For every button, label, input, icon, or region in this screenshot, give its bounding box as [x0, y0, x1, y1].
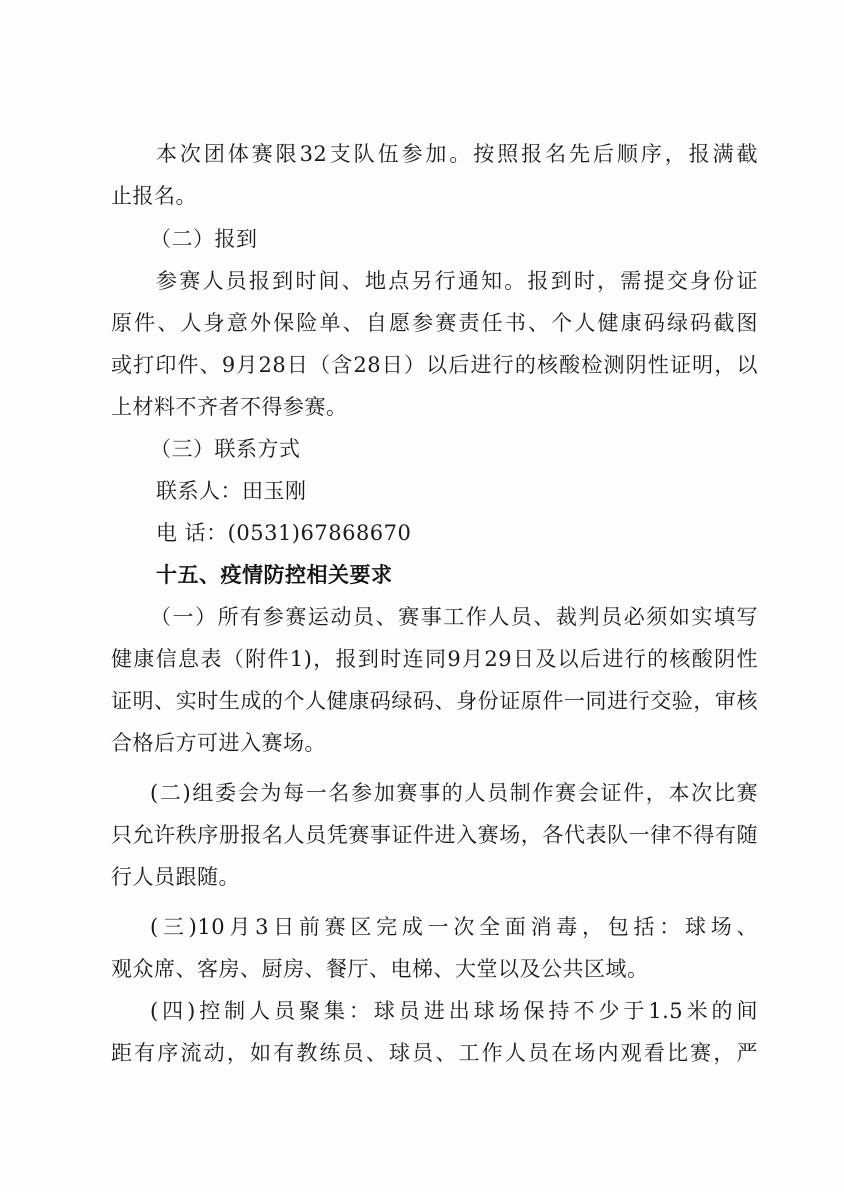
section-subheading: （二）报到 [150, 227, 258, 251]
paragraph-line: 上材料不齐者不得参赛。 [111, 395, 348, 419]
contact-phone: 电 话：(0531)67868670 [156, 521, 412, 545]
section-heading: 十五、疫情防控相关要求 [156, 563, 393, 587]
paragraph-line: 合格后方可进入赛场。 [111, 731, 326, 755]
paragraph-line: 距有序流动，如有教练员、球员、工作人员在场内观看比赛，严 [111, 1041, 758, 1065]
paragraph-line: 健康信息表（附件1)，报到时连同9月29日及以后进行的核酸阴性 [111, 647, 758, 671]
paragraph-line: 本次团体赛限32支队伍参加。按照报名先后顺序，报满截 [156, 142, 758, 166]
paragraph-line: 或打印件、9月28日（含28日）以后进行的核酸检测阴性证明，以 [111, 353, 758, 377]
paragraph-line: 行人员跟随。 [111, 865, 240, 889]
contact-person: 联系人：田玉刚 [156, 479, 307, 503]
paragraph-line: 止报名。 [111, 184, 197, 208]
paragraph-line: (二)组委会为每一名参加赛事的人员制作赛会证件，本次比赛 [150, 781, 758, 805]
paragraph-line: 只允许秩序册报名人员凭赛事证件进入赛场，各代表队一律不得有随 [111, 823, 758, 847]
paragraph-line: (四)控制人员聚集：球员进出球场保持不少于1.5米的间 [150, 999, 758, 1023]
paragraph-line: 观众席、客房、厨房、餐厅、电梯、大堂以及公共区域。 [111, 957, 649, 981]
paragraph-line: (三)10月3日前赛区完成一次全面消毒，包括：球场、 [150, 915, 758, 939]
paragraph-line: 参赛人员报到时间、地点另行通知。报到时，需提交身份证 [156, 269, 758, 293]
paragraph-line: （一）所有参赛运动员、赛事工作人员、裁判员必须如实填写 [150, 605, 758, 629]
paragraph-line: 证明、实时生成的个人健康码绿码、身份证原件一同进行交验，审核 [111, 689, 758, 713]
section-subheading: （三）联系方式 [150, 437, 301, 461]
paragraph-line: 原件、人身意外保险单、自愿参赛责任书、个人健康码绿码截图 [111, 311, 758, 335]
